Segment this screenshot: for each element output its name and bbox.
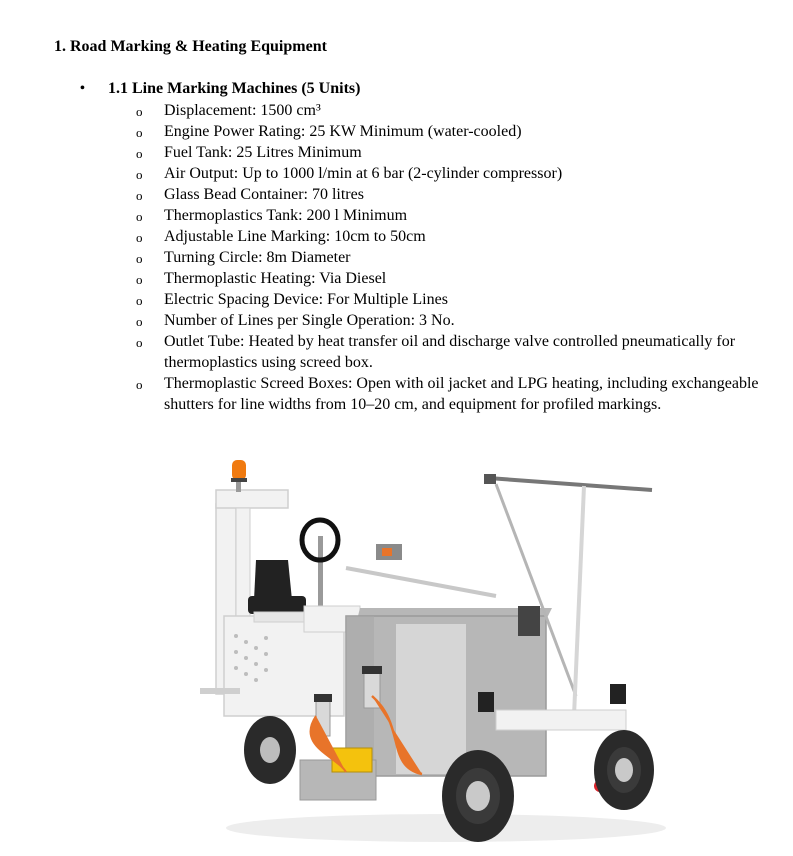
beacon-base [231,478,247,482]
circle-bullet: o [136,146,143,161]
spec-item-spacing-device [136,289,776,310]
circle-bullet: o [136,251,143,266]
seat-back [254,560,292,600]
spec-text: Thermoplastics Tank: 200 l Minimum [164,207,408,224]
spec-item-screed-boxes [136,373,776,415]
spec-text: Thermoplastic Screed Boxes: Open with oil jacket and LPG heating, including exchangeable shutters for line widths from 10–20 cm, and equipment for profiled markings. [164,375,759,413]
valve-block-orange [382,548,392,556]
pointer-rod-vertical [574,486,584,716]
spec-text: Air Output: Up to 1000 l/min at 6 bar (2-cylinder compressor) [164,165,563,182]
rear-frame-top [216,490,288,508]
operator-platform [200,688,240,694]
spec-text: Number of Lines per Single Operation: 3 No. [164,312,455,329]
front-right-wheel [594,730,654,810]
spec-item-fuel-tank [136,142,776,163]
spec-item-air-output [136,163,776,184]
bead-gun-cap [314,694,332,702]
bullet-dot: • [80,81,85,96]
spec-text: Thermoplastic Heating: Via Diesel [164,270,387,287]
work-light-left [478,692,494,712]
spec-item-thermo-tank [136,205,776,226]
steering-column [318,536,323,616]
gun-arm [346,568,496,596]
spec-item-heating [136,268,776,289]
spec-text: Glass Bead Container: 70 litres [164,186,364,203]
spec-item-outlet-tube [136,331,776,373]
bead-gun-center-cap [362,666,382,674]
subsection-title: 1.1 Line Marking Machines (5 Units) [108,80,361,97]
spec-item-displacement [136,100,776,121]
mixer-motor [518,606,540,636]
circle-bullet: o [136,293,143,308]
seat-cushion [248,596,306,614]
circle-bullet: o [136,209,143,224]
circle-bullet: o [136,314,143,329]
spec-item-engine-power [136,121,776,142]
spec-text: Engine Power Rating: 25 KW Minimum (water-cooled) [164,123,522,140]
circle-bullet: o [136,125,143,140]
front-frame [496,710,626,730]
spec-item-glass-bead [136,184,776,205]
spec-item-turning-circle [136,247,776,268]
spec-text: Electric Spacing Device: For Multiple Lines [164,291,448,308]
rear-wheel [244,716,296,784]
circle-bullet: o [136,167,143,182]
circle-bullet: o [136,188,143,203]
spec-text: Outlet Tube: Heated by heat transfer oil and discharge valve controlled pneumatically for thermoplastics using screed box. [164,333,736,371]
pointer-crossbar [488,478,652,490]
spec-text: Fuel Tank: 25 Litres Minimum [164,144,362,161]
pointer-knob [484,474,496,484]
beacon-light [232,460,246,480]
spec-item-number-of-lines [136,310,776,331]
spec-item-adjustable-line [136,226,776,247]
line-marking-machine-photo [196,456,666,852]
circle-bullet: o [136,272,143,287]
front-left-wheel [442,750,514,842]
spec-text: Displacement: 1500 cm³ [164,102,321,119]
circle-bullet: o [136,230,143,245]
circle-bullet: o [136,377,143,392]
spec-text: Turning Circle: 8m Diameter [164,249,351,266]
section-heading: 1. Road Marking & Heating Equipment [54,38,327,55]
spec-list [136,100,776,415]
circle-bullet: o [136,104,143,119]
circle-bullet: o [136,335,143,350]
spec-text: Adjustable Line Marking: 10cm to 50cm [164,228,426,245]
ground-shadow [226,814,666,842]
work-light-right [610,684,626,704]
